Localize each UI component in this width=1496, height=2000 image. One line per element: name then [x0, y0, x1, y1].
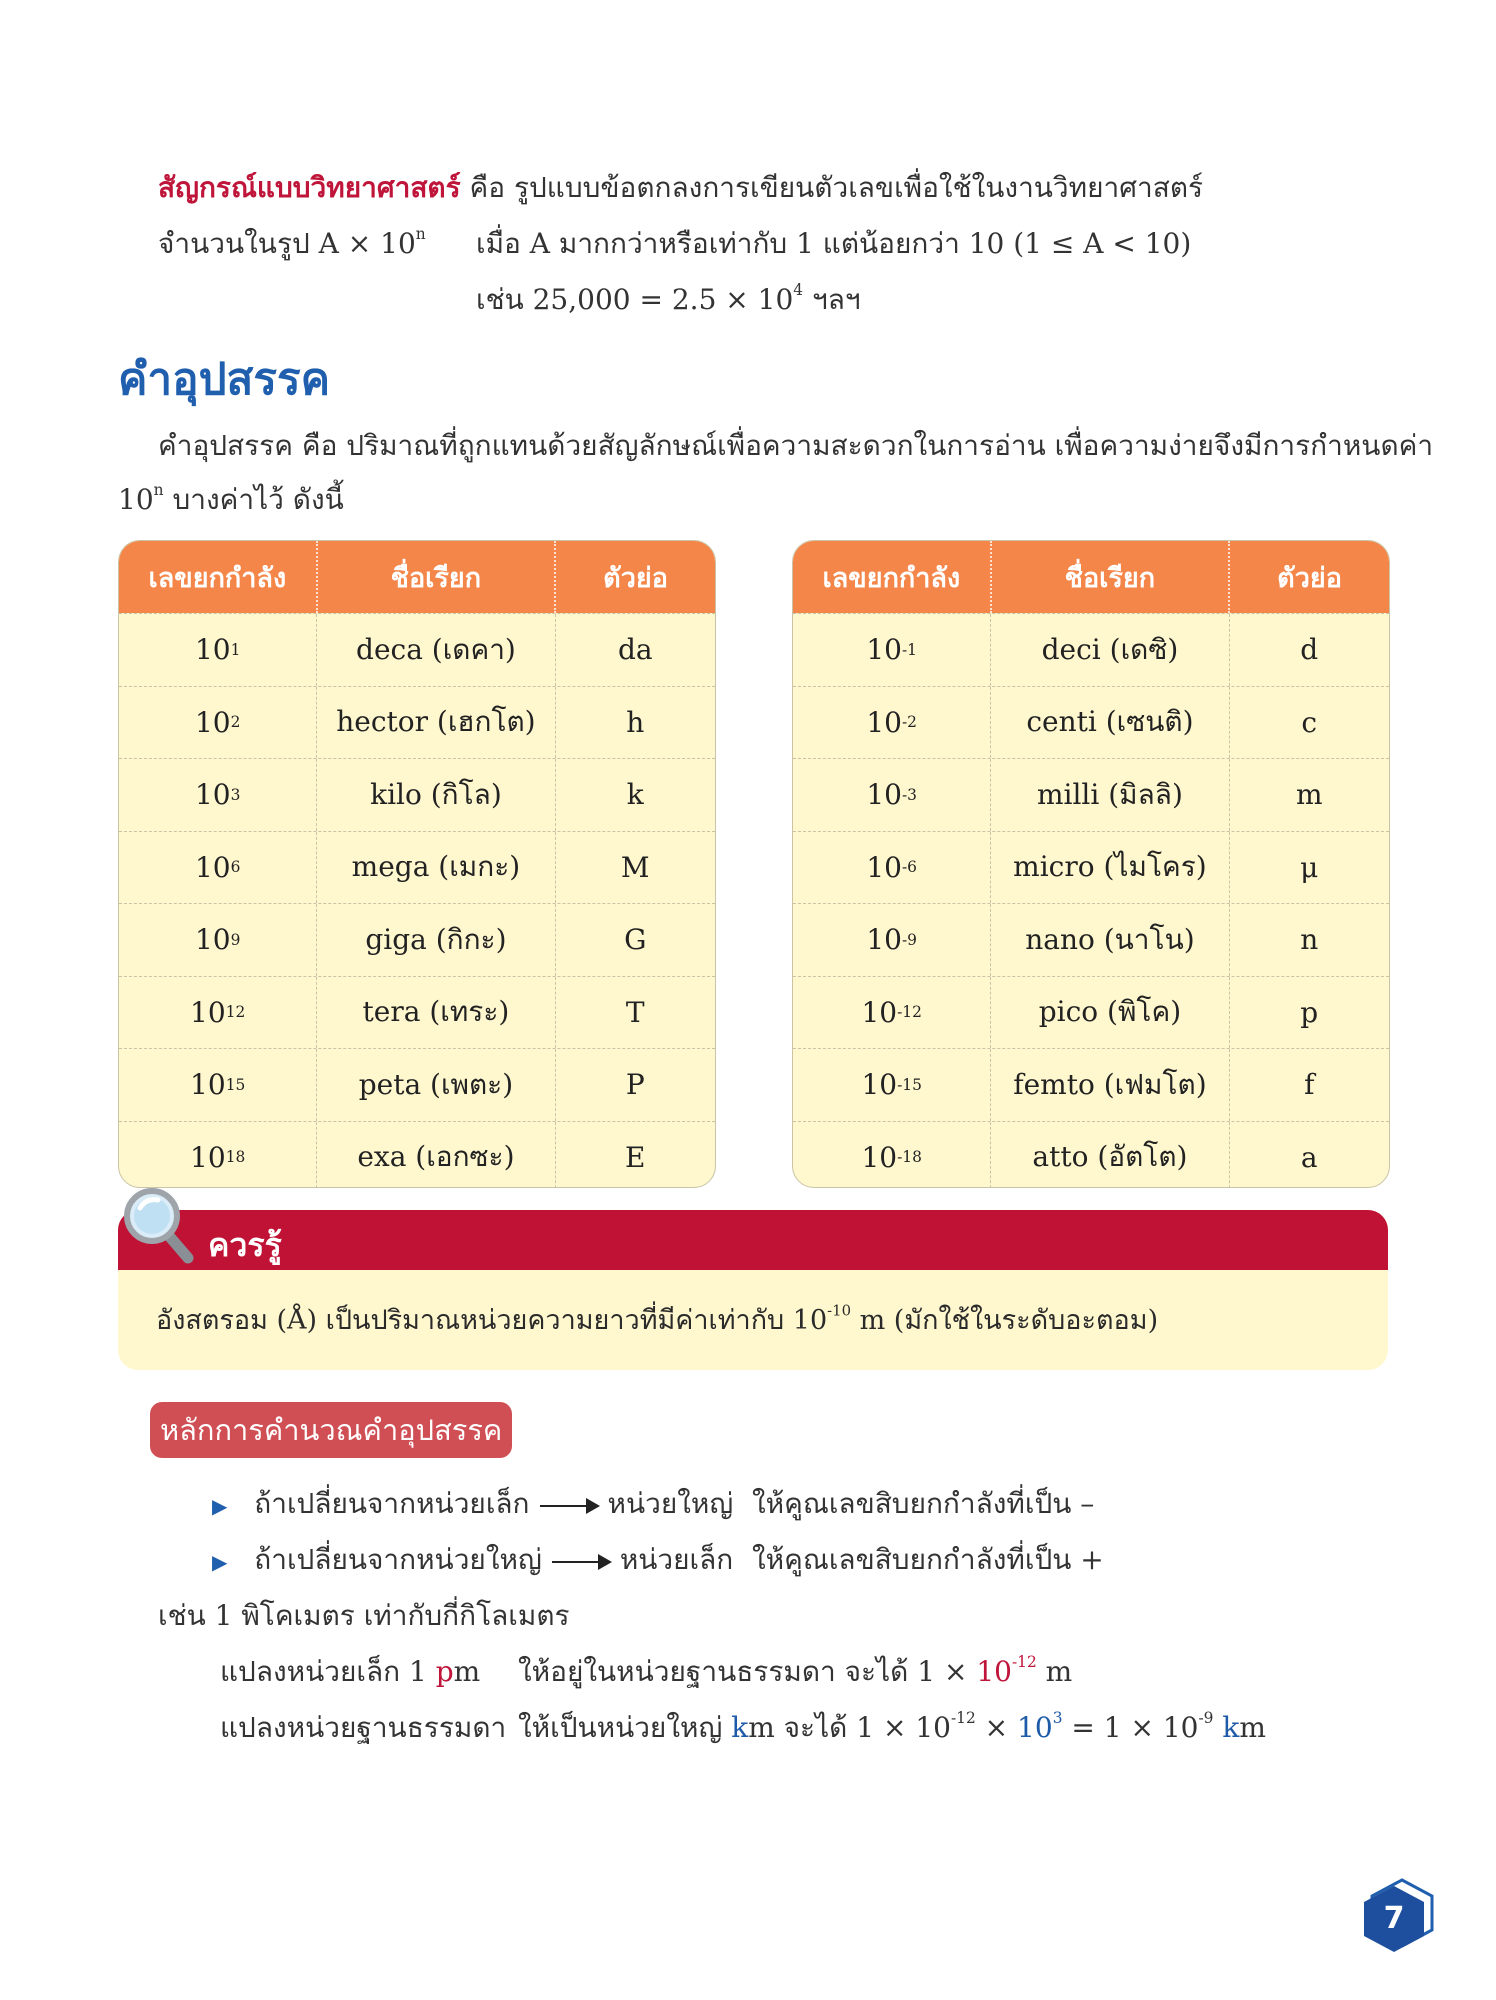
rule-to: หน่วยใหญ่: [607, 1487, 734, 1520]
table-row: [119, 1121, 715, 1189]
triangle-bullet-icon: ▶: [212, 1550, 228, 1574]
step1-label: แปลงหน่วยเล็ก 1: [220, 1655, 436, 1688]
header-name: ชื่อเรียก: [316, 541, 554, 613]
step1-exp: -12: [1011, 1653, 1037, 1672]
prefix-symbol-cell: T: [555, 977, 715, 1049]
prefix-symbol-cell: M: [555, 832, 715, 904]
power-base: 10: [190, 1068, 226, 1102]
header-power: เลขยกกำลัง: [148, 562, 287, 594]
prefix-name-cell: nano (นาโน): [990, 904, 1228, 976]
header-symbol: ตัวย่อ: [554, 541, 715, 613]
intro-exp: n: [153, 481, 164, 500]
prefix-symbol-cell: G: [555, 904, 715, 976]
prefix-name-cell: deca (เดคา): [316, 614, 554, 686]
power-base: 10: [861, 1068, 898, 1102]
prefix-symbol-cell: f: [1229, 1049, 1389, 1121]
prefix-name-cell: giga (กิกะ): [316, 904, 554, 976]
know-box-title: ควรรู้: [208, 1226, 282, 1264]
step2-text-a: ให้เป็นหน่วยใหญ่: [518, 1711, 732, 1744]
rule-2-action: ให้คูณเลขสิบยกกำลังที่เป็น +: [752, 1543, 1104, 1576]
rule-1: [212, 1482, 733, 1526]
step2-exp-a: -12: [950, 1709, 976, 1728]
header-symbol: ตัวย่อ: [1228, 541, 1389, 613]
rule-2: [212, 1538, 733, 1582]
page-number-badge: [1354, 1874, 1438, 1958]
prefix-name-cell: femto (เฟมโต): [990, 1049, 1228, 1121]
step2-text-c: = 1 × 10: [1062, 1711, 1199, 1744]
power-base: 10: [866, 778, 902, 812]
step2-unit-k2: k: [1222, 1711, 1240, 1744]
arrow-icon: [540, 1505, 598, 1507]
principles-title: หลักการคำนวณคำอุปสรรค: [150, 1402, 512, 1458]
rule-from: ถ้าเปลี่ยนจากหน่วยเล็ก: [254, 1487, 530, 1520]
prefix-symbol-cell: E: [555, 1122, 715, 1189]
prefix-symbol-cell: n: [1229, 904, 1389, 976]
power-cell: 10 -12: [861, 995, 922, 1029]
table-row: [119, 613, 715, 686]
example-exp: 4: [793, 281, 804, 300]
know-box: [118, 1210, 1388, 1370]
step2-text-b: m จะได้ 1 × 10: [748, 1711, 951, 1744]
power-cell: 10 -6: [866, 850, 917, 884]
table-row: [119, 831, 715, 904]
power-base: 10: [194, 633, 231, 667]
power-cell: 10 18: [190, 1140, 246, 1174]
prefix-name-cell: pico (พิโค): [990, 977, 1228, 1049]
triangle-bullet-icon: ▶: [212, 1494, 228, 1518]
prefix-name-cell: atto (อัตโต): [990, 1122, 1228, 1189]
prefix-name-cell: deci (เดซิ): [990, 614, 1228, 686]
rule-1-action: ให้คูณเลขสิบยกกำลังที่เป็น –: [752, 1487, 1095, 1520]
table-row: [793, 613, 1389, 686]
sci-notation-condition: เมื่อ A มากกว่าหรือเท่ากับ 1 แต่น้อยกว่า 10 (1 ≤ A < 10): [476, 227, 1192, 260]
power-cell: 10 -18: [861, 1140, 922, 1174]
table-row: [119, 758, 715, 831]
table-row: [793, 686, 1389, 759]
header-power: เลขยกกำลัง: [822, 562, 961, 594]
rule-to: หน่วยเล็ก: [619, 1543, 734, 1576]
prefix-name-cell: micro (ไมโคร): [990, 832, 1228, 904]
prefix-name-cell: kilo (กิโล): [316, 759, 554, 831]
table-row: [793, 758, 1389, 831]
example-step-1: [220, 1650, 480, 1694]
table-row: [793, 976, 1389, 1049]
table-row: [793, 831, 1389, 904]
arrow-icon: [552, 1561, 610, 1563]
table-row: [793, 1121, 1389, 1189]
example-pre: เช่น 25,000 = 2.5 × 10: [476, 283, 794, 316]
power-base: 10: [194, 850, 231, 884]
prefix-name-cell: tera (เทระ): [316, 977, 554, 1049]
prefix-symbol-cell: p: [1229, 977, 1389, 1049]
power-base: 10: [866, 850, 902, 884]
power-cell: 10 -2: [866, 705, 917, 739]
header-name: ชื่อเรียก: [990, 541, 1228, 613]
prefix-symbol-cell: k: [555, 759, 715, 831]
page-number: 7: [1383, 1901, 1405, 1936]
prefix-symbol-cell: c: [1229, 687, 1389, 759]
step2-text-e: m: [1239, 1711, 1266, 1744]
power-base: 10: [866, 923, 902, 957]
power-base: 10: [190, 1140, 226, 1174]
prefix-name-cell: exa (เอกซะ): [316, 1122, 554, 1189]
power-cell: 10 -9: [866, 923, 917, 957]
step1-text: ให้อยู่ในหน่วยฐานธรรมดา จะได้ 1 ×: [518, 1655, 977, 1688]
power-cell: 10 3: [194, 778, 241, 812]
intro-base: 10: [118, 483, 154, 516]
power-cell: 10 15: [190, 1068, 246, 1102]
know-text-post: m (มักใช้ในระดับอะตอม): [851, 1305, 1159, 1336]
prefix-symbol-cell: a: [1229, 1122, 1389, 1189]
prefix-symbol-cell: h: [555, 687, 715, 759]
example-question: เช่น 1 พิโคเมตร เท่ากับกี่กิโลเมตร: [158, 1599, 570, 1632]
step1-unit-rest: m: [453, 1655, 481, 1688]
prefix-name-cell: hector (เฮกโต): [316, 687, 554, 759]
power-base: 10: [861, 995, 898, 1029]
sci-notation-form: [158, 222, 426, 266]
step2-base-b: 10: [1017, 1711, 1053, 1744]
table-row: [119, 976, 715, 1049]
example-step-2: แปลงหน่วยฐานธรรมดา: [220, 1711, 507, 1744]
example-step-2-result: [518, 1706, 1266, 1750]
table-header: [793, 541, 1389, 613]
prefix-table-positive: [118, 540, 716, 1188]
prefix-symbol-cell: d: [1229, 614, 1389, 686]
section-intro-line2: [118, 478, 344, 522]
power-base: 10: [866, 633, 902, 667]
form-label: จำนวนในรูป A × 10: [158, 227, 416, 260]
section-intro-line1: คำอุปสรรค คือ ปริมาณที่ถูกแทนด้วยสัญลักษณ์เพื่อความสะดวกในการอ่าน เพื่อความง่ายจึงมีการกำหนดค่า: [158, 429, 1434, 462]
sci-notation-example: [476, 278, 861, 322]
step1-end: m: [1036, 1655, 1073, 1688]
sci-notation-term: สัญกรณ์แบบวิทยาศาสตร์: [158, 171, 461, 204]
example-step-1-result: [518, 1650, 1072, 1694]
prefix-symbol-cell: da: [555, 614, 715, 686]
table-header: [119, 541, 715, 613]
rule-from: ถ้าเปลี่ยนจากหน่วยใหญ่: [254, 1543, 542, 1576]
form-exp: n: [415, 225, 426, 244]
know-box-text: [156, 1298, 1158, 1341]
prefix-symbol-cell: m: [1229, 759, 1389, 831]
table-row: [793, 903, 1389, 976]
prefix-symbol-cell: P: [555, 1049, 715, 1121]
step2-exp-b: 3: [1052, 1709, 1063, 1728]
prefix-name-cell: mega (เมกะ): [316, 832, 554, 904]
prefix-symbol-cell: μ: [1229, 832, 1389, 904]
power-cell: 10 12: [190, 995, 246, 1029]
power-cell: 10 2: [194, 705, 241, 739]
step2-exp-c: -9: [1198, 1709, 1214, 1728]
power-cell: 10 1: [194, 633, 241, 667]
power-base: 10: [861, 1140, 898, 1174]
prefix-name-cell: centi (เซนติ): [990, 687, 1228, 759]
power-cell: 10 6: [194, 850, 241, 884]
intro-rest: บางค่าไว้ ดังนี้: [163, 483, 344, 516]
prefix-table-negative: [792, 540, 1390, 1188]
step2-times: ×: [975, 1711, 1018, 1744]
magnifier-icon: [122, 1186, 198, 1266]
prefix-name-cell: peta (เพตะ): [316, 1049, 554, 1121]
table-row: [119, 686, 715, 759]
know-box-header: [118, 1210, 1388, 1270]
step2-unit-k: k: [731, 1711, 749, 1744]
table-row: [119, 903, 715, 976]
power-base: 10: [190, 995, 226, 1029]
power-base: 10: [194, 705, 231, 739]
step1-unit: p: [435, 1655, 454, 1688]
know-text-exp: -10: [827, 1301, 852, 1320]
power-cell: 10 -1: [866, 633, 917, 667]
sci-notation-def: คือ รูปแบบข้อตกลงการเขียนตัวเลขเพื่อใช้ในงานวิทยาศาสตร์: [460, 171, 1204, 204]
power-base: 10: [194, 923, 231, 957]
power-cell: 10 9: [194, 923, 241, 957]
prefix-name-cell: milli (มิลลิ): [990, 759, 1228, 831]
sci-notation-definition: [158, 166, 1203, 210]
section-heading: คำอุปสรรค: [118, 354, 331, 405]
power-cell: 10 -3: [866, 778, 917, 812]
table-row: [119, 1048, 715, 1121]
power-base: 10: [866, 705, 902, 739]
step1-base: 10: [976, 1655, 1012, 1688]
power-cell: 10 -15: [861, 1068, 922, 1102]
table-row: [793, 1048, 1389, 1121]
know-text-pre: อังสตรอม (Å) เป็นปริมาณหน่วยความยาวที่มีค่าเท่ากับ 10: [156, 1305, 828, 1336]
power-base: 10: [194, 778, 231, 812]
example-post: ฯลฯ: [803, 283, 861, 316]
